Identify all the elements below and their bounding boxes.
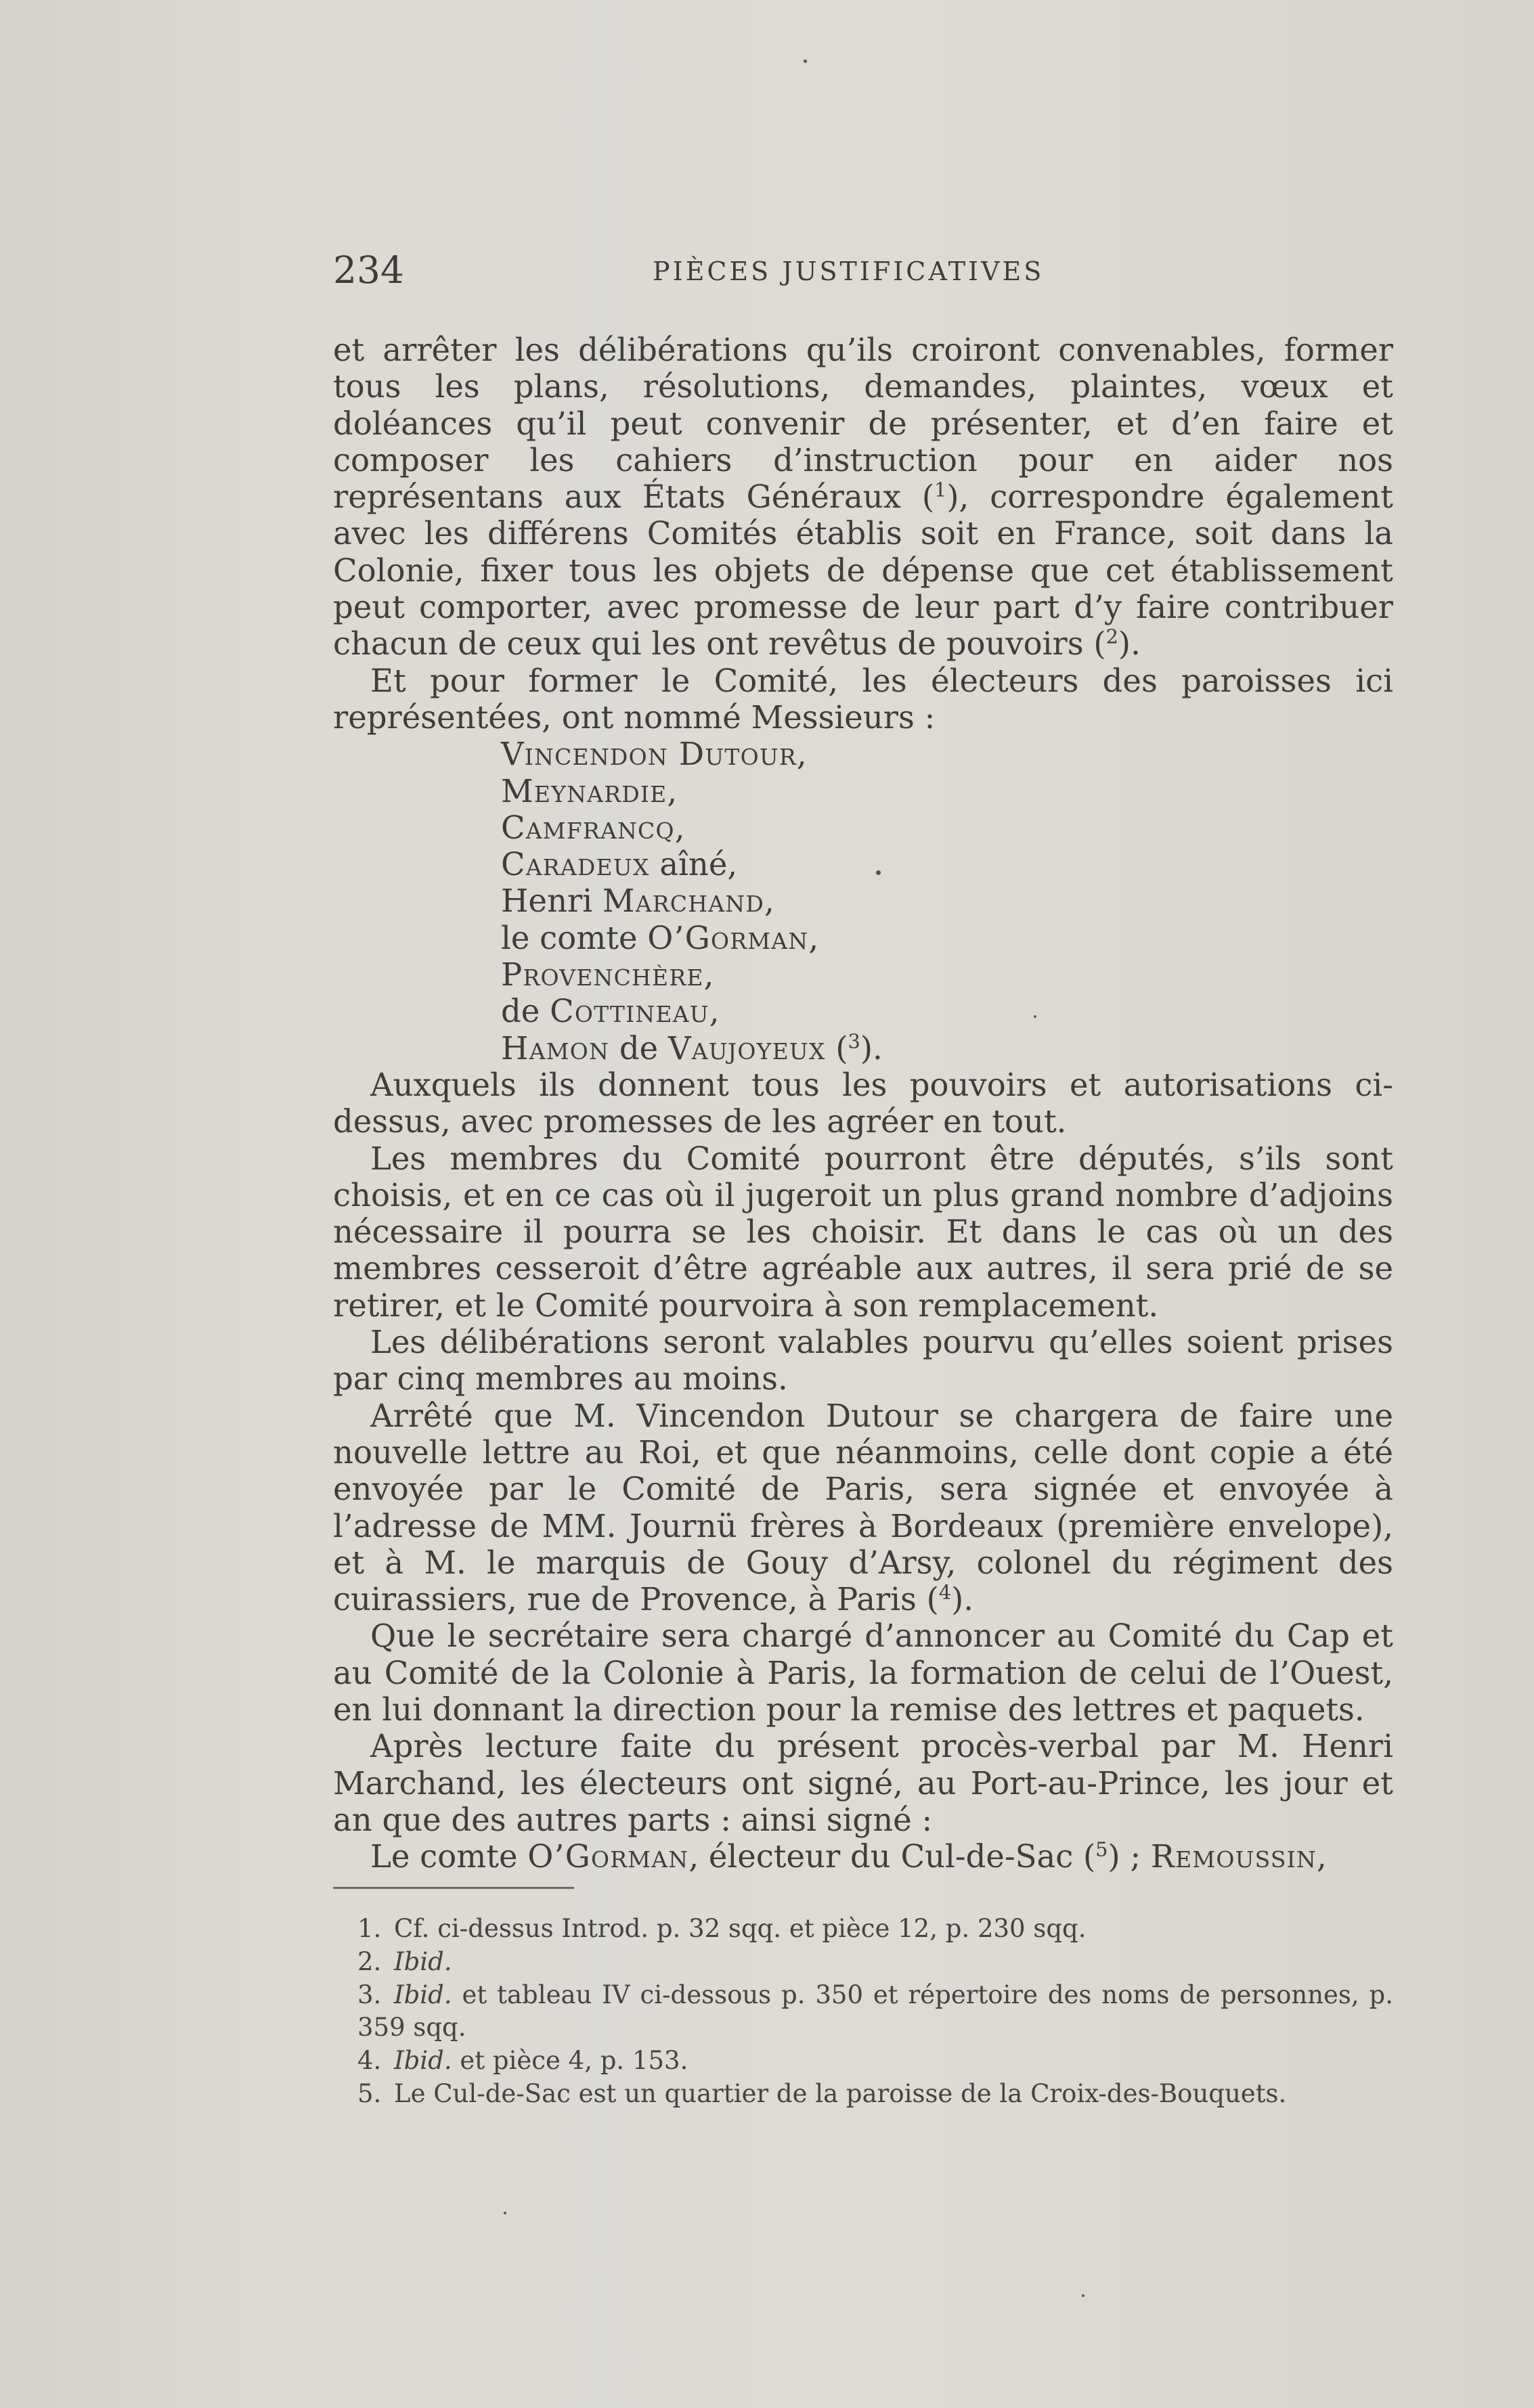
member-particle: de bbox=[501, 993, 550, 1030]
footnote-number: 5. bbox=[357, 2078, 382, 2108]
footnote-3 bbox=[333, 1979, 1393, 2045]
member-punctuation: ( bbox=[825, 1029, 848, 1067]
print-speck bbox=[804, 60, 807, 63]
paragraph-3: Auxquels ils donnent tous les pouvoirs et autorisations ci-dessus, avec promesses de les agréer en tout. bbox=[333, 1066, 1393, 1140]
footnote-ref-3: 3 bbox=[848, 1029, 860, 1053]
member-surname: Vaujoyeux bbox=[667, 1029, 826, 1067]
paragraph-4: Les membres du Comité pourront être députés, s’ils sont choisis, et en ce cas où il jugeroit un plus grand nombre d’adjoins nécessaire il pourra se les choisir. Et dans le cas où un des membres cesseroit d’être agréable aux autres, il sera prié de se retirer, et le Comité pourvoira à son remplacement. bbox=[333, 1140, 1393, 1324]
footnote-ibid: Ibid. bbox=[394, 1980, 452, 2009]
member-name bbox=[501, 956, 1393, 993]
footnote-ref-1: 1 bbox=[934, 478, 947, 501]
page-number: 234 bbox=[333, 248, 404, 292]
member-particle: de bbox=[609, 1029, 668, 1067]
member-name bbox=[501, 1030, 1393, 1067]
paragraph-6-part-a: Arrêté que M. Vincendon Dutour se chargera de faire une nouvelle lettre au Roi, et que néanmoins, celle dont copie a été envoyée par le Comité de Paris, sera signée et envoyée à l’adresse de MM. Journü frères à Bordeaux (première envelope), et à M. le marquis de Gouy d’Arsy, colonel du régiment des cuirassiers, rue de Provence, à Paris ( bbox=[333, 1397, 1393, 1618]
member-surname: O’Gorman, bbox=[647, 919, 820, 956]
member-name bbox=[501, 883, 1393, 919]
paragraph-5: Les délibérations seront valables pourvu qu’elles soient prises par cinq membres au moins. bbox=[333, 1324, 1393, 1398]
footnote-ref-2: 2 bbox=[1105, 625, 1118, 648]
paragraph-7: Que le secrétaire sera chargé d’annoncer au Comité du Cap et au Comité de la Colonie à Paris, la formation de celui de l’Ouest, en lui donnant la direction pour la remise des lettres et paquets. bbox=[333, 1618, 1393, 1728]
print-speck bbox=[1034, 1015, 1036, 1018]
paragraph-9-part-c: , électeur du Cul-de-Sac ( bbox=[688, 1838, 1096, 1875]
member-surname: Provenchère, bbox=[501, 956, 715, 994]
footnote-5 bbox=[333, 2078, 1393, 2111]
footnote-text: Cf. ci-dessus Introd. p. 32 sqq. et pièce 12, p. 230 sqq. bbox=[394, 1914, 1087, 1943]
member-name bbox=[501, 846, 1393, 883]
footnote-number: 1. bbox=[357, 1914, 382, 1943]
footnote-ibid: Ibid. bbox=[394, 2046, 452, 2076]
footnote-text: et tableau IV ci-dessous p. 350 et répertoire des noms de personnes, p. 359 sqq. bbox=[357, 1980, 1393, 2043]
footnote-number: 2. bbox=[357, 1946, 382, 1976]
paragraph-9-part-d: ) ; bbox=[1108, 1838, 1151, 1875]
member-name bbox=[501, 920, 1393, 956]
member-surname: Cottineau, bbox=[550, 993, 720, 1030]
member-name bbox=[501, 993, 1393, 1029]
member-surname: Marchand, bbox=[602, 883, 775, 920]
footnote-ref-4: 4 bbox=[938, 1580, 952, 1604]
paragraph-6-part-b: ). bbox=[951, 1581, 974, 1618]
member-name bbox=[501, 809, 1393, 846]
print-speck bbox=[876, 870, 881, 875]
footnote-text: et pièce 4, p. 153. bbox=[452, 2046, 688, 2076]
page-header bbox=[333, 246, 1393, 294]
paragraph-8: Après lecture faite du présent procès-verbal par M. Henri Marchand, les électeurs ont signé, au Port-au-Prince, les jour et an que des autres parts : ainsi signé : bbox=[333, 1728, 1393, 1838]
member-title: le comte bbox=[501, 919, 648, 956]
footnote-1 bbox=[333, 1913, 1393, 1946]
footnote-ibid: Ibid. bbox=[394, 1946, 452, 1976]
member-given-name: Henri bbox=[501, 883, 602, 920]
footnote-divider bbox=[333, 1887, 574, 1889]
footnote-number: 3. bbox=[357, 1980, 382, 2009]
footnote-2 bbox=[333, 1946, 1393, 1979]
paragraph-1 bbox=[333, 332, 1393, 663]
footnote-ref-5: 5 bbox=[1095, 1837, 1108, 1861]
footnote-4 bbox=[333, 2045, 1393, 2078]
member-punctuation: ). bbox=[860, 1029, 883, 1067]
member-surname: Vincendon Dutour, bbox=[501, 736, 808, 773]
print-speck bbox=[504, 2212, 506, 2214]
member-surname: Meynardie, bbox=[501, 772, 678, 809]
paragraph-6 bbox=[333, 1398, 1393, 1618]
committee-member-list bbox=[333, 736, 1393, 1067]
paragraph-9-part-a: Le comte bbox=[370, 1838, 528, 1875]
print-speck bbox=[1082, 2294, 1084, 2297]
member-surname: Hamon bbox=[501, 1029, 610, 1067]
body-text bbox=[333, 332, 1393, 1875]
footnotes bbox=[333, 1913, 1393, 2111]
footnote-number: 4. bbox=[357, 2046, 382, 2076]
paragraph-2: Et pour former le Comité, les électeurs des paroisses ici représentées, ont nommé Messieurs : bbox=[333, 662, 1393, 736]
paragraph-1-part-b: ), correspondre également avec les différens Comités établis soit en France, soit dans la Colonie, fixer tous les objets de dépense que cet établissement peut comporter, avec promesse de leur part d’y faire contribuer chacun de ceux qui les ont revêtus de pouvoirs ( bbox=[333, 478, 1393, 663]
paragraph-1-part-c: ). bbox=[1118, 625, 1141, 663]
paragraph-9 bbox=[333, 1838, 1393, 1875]
footnote-text: Le Cul-de-Sac est un quartier de la paroisse de la Croix-des-Bouquets. bbox=[394, 2078, 1287, 2108]
signatory-name: Remoussin, bbox=[1150, 1838, 1328, 1875]
paragraph-1-part-a: et arrêter les délibérations qu’ils croiront convenables, former tous les plans, résolutions, demandes, plaintes, vœux et doléances qu’il peut convenir de présenter, et d’en faire et composer les cahiers d’instruction pour en aider nos représentans aux États Généraux ( bbox=[333, 332, 1393, 516]
member-name bbox=[501, 773, 1393, 809]
member-qualifier: aîné, bbox=[649, 846, 738, 883]
member-surname: Caradeux bbox=[501, 846, 650, 883]
member-name bbox=[501, 736, 1393, 772]
member-surname: Camfrancq, bbox=[501, 809, 686, 846]
running-head: PIÈCES JUSTIFICATIVES bbox=[653, 257, 1045, 286]
signatory-name: O’Gorman bbox=[527, 1838, 689, 1875]
